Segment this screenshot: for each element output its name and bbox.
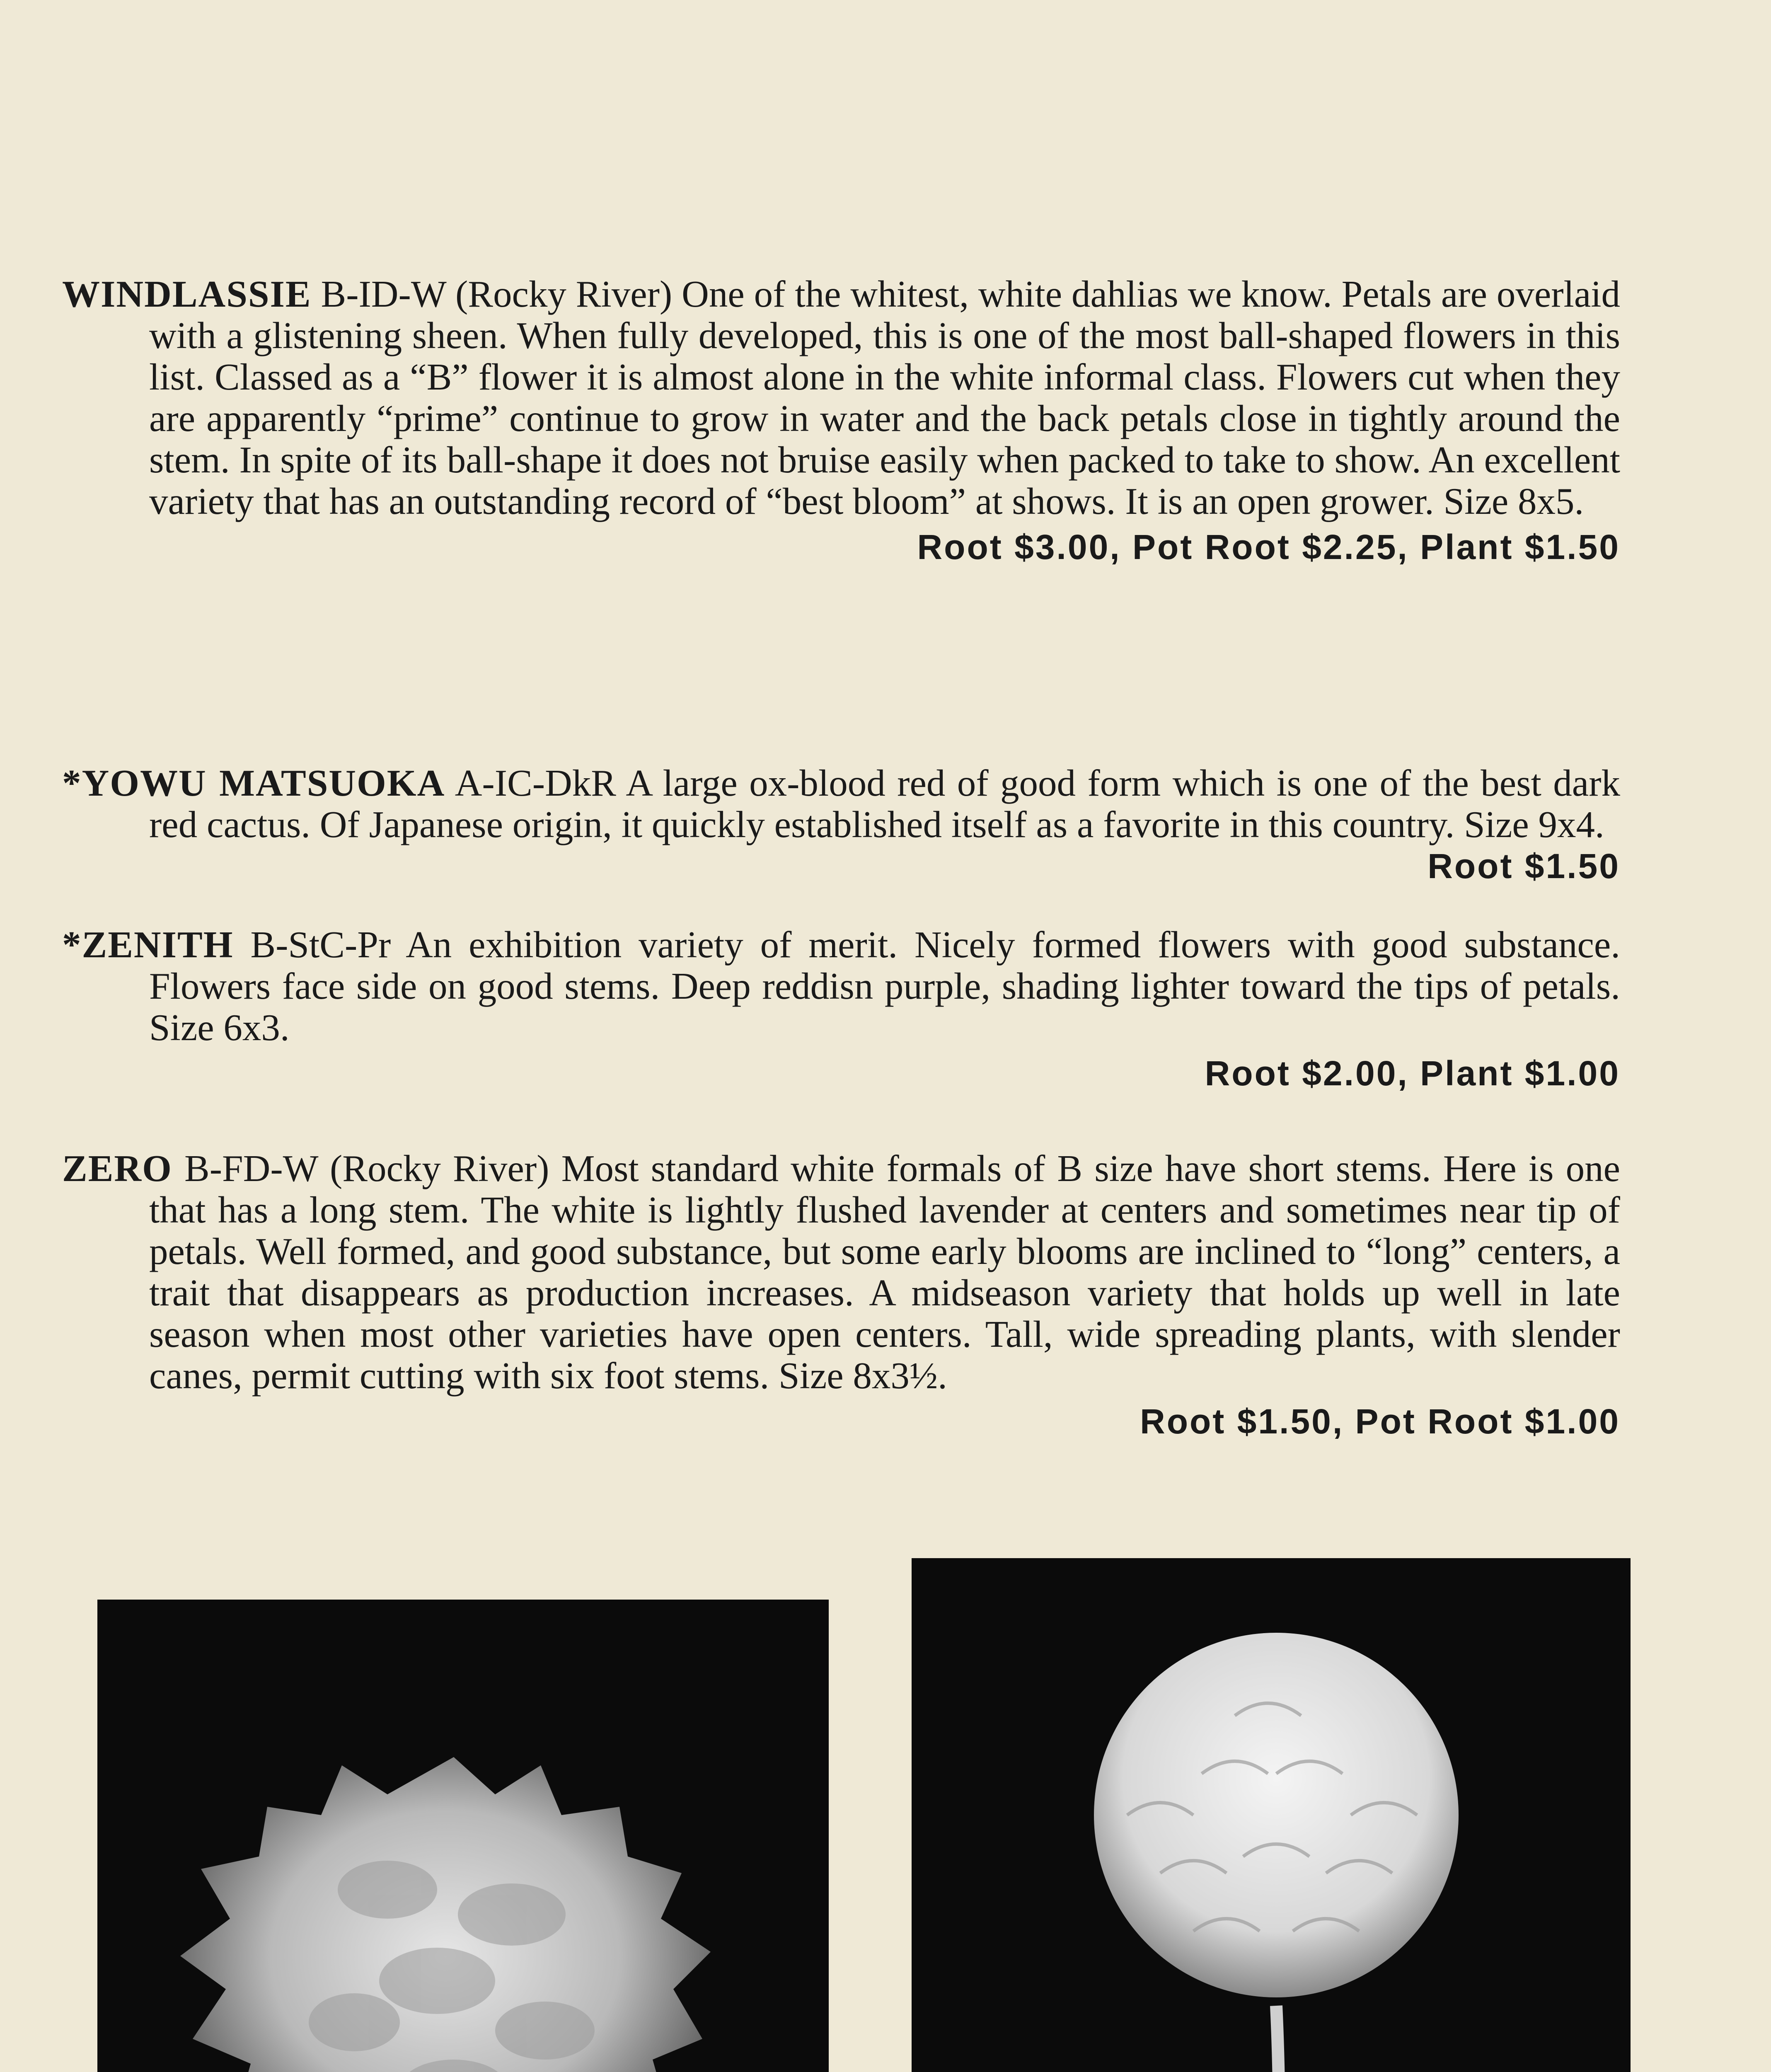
windlassie-flower-illustration — [97, 1600, 829, 2072]
entry-name: *YOWU MATSUOKA — [62, 762, 445, 804]
zero-photo — [912, 1558, 1631, 2072]
zero-flower-illustration — [912, 1558, 1631, 2072]
entry-description: B-FD-W (Rocky River) Most standard white formals of B size have short stems. Here is one that has a long stem. The white is lightly flushed lavender at centers and sometimes near tip of petals. Well formed, and good substance, but some early blooms are inclined to “long” centers, a trait that disappears as production increases. A midseason variety that holds up well in late season when most other varieties have open centers. Tall, wide spreading plants, with slender canes, permit cutting with six foot stems. Size 8x3½. — [149, 1147, 1620, 1397]
entry-price: Root $3.00, Pot Root $2.25, Plant $1.50 — [917, 528, 1620, 566]
entry-name: WINDLASSIE — [62, 273, 312, 315]
entry-windlassie — [62, 274, 1620, 568]
entry-zero — [62, 1148, 1620, 1442]
entry-description: B-StC-Pr An exhibition variety of merit. Nicely formed flowers with good substance. Flowers face side on good stems. Deep reddisn purple, shading lighter toward the tips of petals. Size 6x3. — [149, 924, 1620, 1048]
entry-price: Root $2.00, Plant $1.00 — [1205, 1054, 1620, 1093]
entry-description: B-ID-W (Rocky River) One of the whitest, white dahlias we know. Petals are overlaid with a glistening sheen. When fully developed, this is one of the most ball-shaped flowers in this list. Classed as a “B” flower it is almost alone in the white informal class. Flowers cut when they are apparently “prime” continue to grow in water and the back petals close in tightly around the stem. In spite of its ball-shape it does not bruise easily when packed to take to show. An excellent variety that has an outstanding record of “best bloom” at shows. It is an open grower. Size 8x5. — [149, 273, 1621, 522]
windlassie-photo — [97, 1600, 829, 2072]
entry-price: Root $1.50, Pot Root $1.00 — [1140, 1402, 1620, 1441]
entry-name: ZERO — [62, 1147, 172, 1189]
entry-zenith — [62, 924, 1620, 1094]
entry-description: A-IC-DkR A large ox-blood red of good form which is one of the best dark red cactus. Of Japanese origin, it quickly established itself as a favorite in this country. Size 9x4. — [149, 762, 1620, 845]
entry-price: Root $1.50 — [1427, 847, 1620, 886]
entry-yowu-matsuoka — [62, 762, 1620, 887]
entry-name: *ZENITH — [62, 924, 234, 966]
